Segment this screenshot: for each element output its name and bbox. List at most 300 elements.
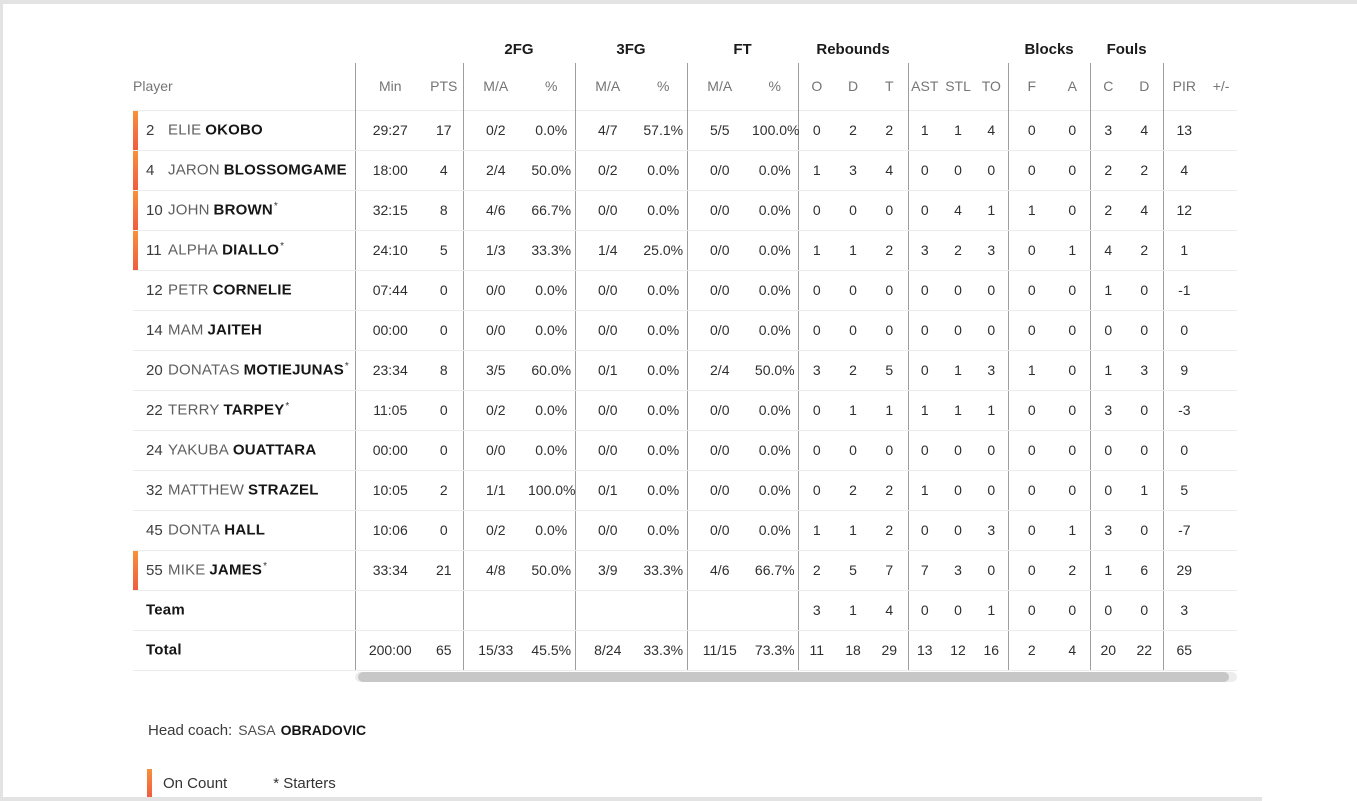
- player-last-name: STRAZEL: [248, 481, 319, 499]
- stat-2fg-ma: 3/5: [463, 350, 528, 390]
- stat-ft-ma: [687, 590, 752, 630]
- player-number: 22: [146, 401, 163, 419]
- stat-to: 0: [975, 550, 1008, 590]
- stat-2fg-pct: 60.0%: [528, 350, 575, 390]
- col-header-ft-ma: M/A: [687, 63, 752, 110]
- col-header-min: Min: [355, 63, 425, 110]
- stat-2fg-pct: 50.0%: [528, 150, 575, 190]
- page-edge-left: [0, 0, 3, 801]
- player-first-name: TERRY: [168, 401, 220, 419]
- stat-2fg-ma: 0/2: [463, 510, 528, 550]
- stat-block-a: 0: [1055, 190, 1090, 230]
- stat-foul-d: 0: [1126, 310, 1163, 350]
- col-header-3fg-ma: M/A: [575, 63, 640, 110]
- stat-foul-d: 0: [1126, 390, 1163, 430]
- player-last-name: DIALLO: [222, 241, 280, 259]
- stat-reb-d: 2: [835, 350, 871, 390]
- stat-block-a: 0: [1055, 590, 1090, 630]
- stat-min: 32:15: [355, 190, 425, 230]
- stat-reb-d: 1: [835, 510, 871, 550]
- stat-foul-d: 0: [1126, 430, 1163, 470]
- player-last-name: JAMES: [209, 561, 263, 579]
- stat-block-f: 0: [1008, 390, 1055, 430]
- stat-reb-t: 2: [871, 470, 908, 510]
- col-header-plusminus: +/-: [1212, 78, 1230, 95]
- group-header-3fg: 3FG: [616, 40, 646, 58]
- stat-reb-d: 5: [835, 550, 871, 590]
- player-cell[interactable]: [133, 110, 355, 150]
- stat-reb-d: 1: [835, 590, 871, 630]
- stat-block-f: 1: [1008, 350, 1055, 390]
- player-cell[interactable]: [133, 150, 355, 190]
- stat-reb-t: 4: [871, 590, 908, 630]
- stat-pir: -3: [1163, 390, 1205, 430]
- stat-foul-d: 2: [1126, 230, 1163, 270]
- stat-to: 3: [975, 510, 1008, 550]
- stat-block-a: 0: [1055, 310, 1090, 350]
- stat-block-a: 0: [1055, 110, 1090, 150]
- stat-foul-c: 0: [1090, 310, 1126, 350]
- player-cell[interactable]: [133, 470, 355, 510]
- stat-3fg-pct: 0.0%: [640, 390, 687, 430]
- stat-ft-ma: 5/5: [687, 110, 752, 150]
- player-first-name: MATTHEW: [168, 481, 245, 499]
- stat-reb-t: 1: [871, 390, 908, 430]
- stat-min: 33:34: [355, 550, 425, 590]
- group-header-ft: FT: [733, 40, 752, 58]
- player-first-name: YAKUBA: [168, 441, 229, 459]
- stat-foul-c: 4: [1090, 230, 1126, 270]
- stat-3fg-pct: 0.0%: [640, 510, 687, 550]
- stat-stl: 12: [941, 630, 975, 670]
- stat-pts: 21: [425, 550, 463, 590]
- stat-min: 00:00: [355, 310, 425, 350]
- stat-2fg-ma: [463, 590, 528, 630]
- col-header-stl: STL: [945, 78, 971, 95]
- starter-mark: *: [344, 361, 349, 373]
- table-row: [133, 390, 1237, 430]
- stat-ft-ma: 0/0: [687, 390, 752, 430]
- stat-pir: 13: [1163, 110, 1205, 150]
- stat-pts: 2: [425, 470, 463, 510]
- legend-on-count-label: On Count: [163, 774, 228, 792]
- stat-2fg-pct: 66.7%: [528, 190, 575, 230]
- stat-stl: 0: [941, 590, 975, 630]
- stat-min: 11:05: [355, 390, 425, 430]
- player-last-name: BROWN: [213, 201, 273, 219]
- player-last-name: OUATTARA: [232, 441, 317, 459]
- player-cell[interactable]: [133, 550, 355, 590]
- stat-block-a: 0: [1055, 430, 1090, 470]
- stat-reb-o: 3: [798, 350, 835, 390]
- stat-plusminus: [1205, 150, 1237, 190]
- stat-block-f: 0: [1008, 470, 1055, 510]
- stat-block-a: 0: [1055, 470, 1090, 510]
- stat-plusminus: [1205, 190, 1237, 230]
- stat-ast: 0: [908, 430, 941, 470]
- stat-block-a: 0: [1055, 350, 1090, 390]
- player-first-name: PETR: [168, 281, 209, 299]
- legend: [147, 769, 336, 797]
- page-edge-top: [0, 0, 1357, 4]
- stat-2fg-pct: 50.0%: [528, 550, 575, 590]
- stat-plusminus: [1205, 510, 1237, 550]
- player-first-name: MAM: [168, 321, 204, 339]
- stat-2fg-ma: 0/0: [463, 270, 528, 310]
- stat-min: 200:00: [355, 630, 425, 670]
- stat-3fg-ma: 0/0: [575, 270, 640, 310]
- stat-foul-c: 20: [1090, 630, 1126, 670]
- stat-stl: 0: [941, 150, 975, 190]
- group-spacer-player: [133, 35, 355, 63]
- stat-pir: -1: [1163, 270, 1205, 310]
- col-header-ft-pct: %: [768, 78, 781, 95]
- stat-pir: 9: [1163, 350, 1205, 390]
- stat-block-f: 0: [1008, 590, 1055, 630]
- stat-reb-d: 1: [835, 230, 871, 270]
- col-header-pts: PTS: [430, 78, 458, 95]
- stat-foul-d: 0: [1126, 270, 1163, 310]
- stat-ast: 1: [908, 470, 941, 510]
- stat-3fg-ma: 0/0: [575, 430, 640, 470]
- stat-ft-pct: 100.0%: [752, 110, 798, 150]
- stat-reb-o: 0: [798, 390, 835, 430]
- stat-plusminus: [1205, 590, 1237, 630]
- stat-ast: 13: [908, 630, 941, 670]
- stat-foul-c: 1: [1090, 350, 1126, 390]
- table-row: [133, 350, 1237, 390]
- stat-2fg-ma: 2/4: [463, 150, 528, 190]
- player-first-name: JARON: [168, 161, 220, 179]
- stat-ast: 0: [908, 150, 941, 190]
- stat-pts: 8: [425, 190, 463, 230]
- player-number: 11: [146, 241, 162, 259]
- player-number: 12: [146, 281, 163, 299]
- table-row: [133, 230, 1237, 270]
- stat-ast: 0: [908, 310, 941, 350]
- stat-stl: 0: [941, 430, 975, 470]
- on-count-legend-swatch: [147, 769, 152, 797]
- stat-pts: 0: [425, 270, 463, 310]
- stat-3fg-ma: 0/0: [575, 390, 640, 430]
- stat-3fg-ma: 0/0: [575, 510, 640, 550]
- stat-foul-c: 2: [1090, 190, 1126, 230]
- stat-reb-t: 4: [871, 150, 908, 190]
- stat-foul-d: 0: [1126, 510, 1163, 550]
- col-header-foul-d: D: [1139, 78, 1150, 95]
- stat-ast: 0: [908, 190, 941, 230]
- page-edge-bottom: [0, 797, 1262, 801]
- stat-3fg-pct: 0.0%: [640, 190, 687, 230]
- col-header-pir: PIR: [1163, 63, 1205, 110]
- group-header-blocks: Blocks: [1024, 40, 1074, 58]
- group-spacer-pir: [1163, 35, 1237, 63]
- stat-ast: 0: [908, 270, 941, 310]
- player-last-name: Total: [146, 641, 182, 659]
- stat-block-f: 2: [1008, 630, 1055, 670]
- player-first-name: ELIE: [168, 121, 202, 139]
- stat-reb-o: 2: [798, 550, 835, 590]
- stat-pir: 65: [1163, 630, 1205, 670]
- stat-3fg-pct: 33.3%: [640, 550, 687, 590]
- stat-to: 0: [975, 430, 1008, 470]
- stat-block-a: 4: [1055, 630, 1090, 670]
- stat-stl: 3: [941, 550, 975, 590]
- stat-3fg-pct: [640, 590, 687, 630]
- starter-mark: *: [263, 561, 267, 573]
- stat-reb-t: 2: [871, 230, 908, 270]
- player-cell[interactable]: [133, 230, 355, 270]
- stat-pir: 29: [1163, 550, 1205, 590]
- stat-ft-ma: 0/0: [687, 270, 752, 310]
- stat-foul-d: 0: [1126, 590, 1163, 630]
- stat-3fg-ma: 0/2: [575, 150, 640, 190]
- stat-3fg-ma: 4/7: [575, 110, 640, 150]
- player-last-name: OKOBO: [205, 121, 263, 139]
- stat-reb-d: 0: [835, 270, 871, 310]
- stat-to: 0: [975, 470, 1008, 510]
- stat-reb-o: 0: [798, 270, 835, 310]
- head-coach-first-name: SASA: [238, 722, 276, 738]
- stat-2fg-pct: 100.0%: [528, 470, 575, 510]
- stat-ft-pct: 0.0%: [752, 310, 798, 350]
- player-cell[interactable]: [133, 310, 355, 350]
- stat-3fg-pct: 25.0%: [640, 230, 687, 270]
- table-row: [133, 550, 1237, 590]
- stat-stl: 0: [941, 510, 975, 550]
- stat-pir: 4: [1163, 150, 1205, 190]
- stat-reb-t: 0: [871, 430, 908, 470]
- stat-block-f: 0: [1008, 110, 1055, 150]
- stat-plusminus: [1205, 430, 1237, 470]
- legend-starters-label: * Starters: [273, 774, 336, 792]
- player-number: 2: [146, 121, 155, 139]
- stat-block-a: 0: [1055, 390, 1090, 430]
- stat-plusminus: [1205, 230, 1237, 270]
- stat-2fg-pct: 45.5%: [528, 630, 575, 670]
- stat-2fg-pct: 0.0%: [528, 430, 575, 470]
- stat-to: 1: [975, 390, 1008, 430]
- player-cell[interactable]: [133, 510, 355, 550]
- stat-block-a: 0: [1055, 150, 1090, 190]
- horizontal-scrollbar-thumb[interactable]: [358, 672, 1229, 682]
- player-number: 24: [146, 441, 163, 459]
- stat-foul-c: 3: [1090, 390, 1126, 430]
- player-last-name: HALL: [224, 521, 266, 539]
- stat-foul-d: 22: [1126, 630, 1163, 670]
- stat-ft-pct: 66.7%: [752, 550, 798, 590]
- stat-foul-d: 3: [1126, 350, 1163, 390]
- player-number: 32: [146, 481, 163, 499]
- stat-pts: 0: [425, 310, 463, 350]
- stat-2fg-ma: 0/2: [463, 110, 528, 150]
- stat-3fg-ma: 8/24: [575, 630, 640, 670]
- col-header-2fg-ma: M/A: [463, 63, 528, 110]
- stat-foul-c: 0: [1090, 430, 1126, 470]
- stat-3fg-pct: 0.0%: [640, 470, 687, 510]
- stat-pir: -7: [1163, 510, 1205, 550]
- stat-3fg-ma: 1/4: [575, 230, 640, 270]
- stat-pts: 8: [425, 350, 463, 390]
- stat-stl: 1: [941, 110, 975, 150]
- stat-to: 0: [975, 310, 1008, 350]
- stat-block-f: 0: [1008, 430, 1055, 470]
- stat-3fg-ma: 3/9: [575, 550, 640, 590]
- stat-ast: 0: [908, 510, 941, 550]
- group-header-2fg: 2FG: [504, 40, 534, 58]
- stat-ft-pct: 0.0%: [752, 190, 798, 230]
- stat-reb-t: 2: [871, 510, 908, 550]
- player-first-name: ALPHA: [168, 241, 219, 259]
- stat-min: [355, 590, 425, 630]
- stat-plusminus: [1205, 470, 1237, 510]
- player-cell[interactable]: [133, 350, 355, 390]
- stat-3fg-ma: 0/0: [575, 310, 640, 350]
- stat-3fg-pct: 0.0%: [640, 150, 687, 190]
- column-header-row: [133, 63, 1237, 110]
- col-header-ast: AST: [908, 63, 941, 110]
- player-first-name: MIKE: [168, 561, 206, 579]
- on-count-indicator: [133, 231, 138, 270]
- player-cell: [133, 630, 355, 670]
- starter-mark: *: [285, 401, 290, 413]
- player-cell[interactable]: [133, 390, 355, 430]
- stat-min: 23:34: [355, 350, 425, 390]
- group-header-rebounds: Rebounds: [816, 40, 890, 58]
- player-cell[interactable]: [133, 190, 355, 230]
- stat-reb-d: 0: [835, 190, 871, 230]
- stat-3fg-ma: 0/0: [575, 190, 640, 230]
- stat-foul-d: 4: [1126, 110, 1163, 150]
- stat-reb-d: 1: [835, 390, 871, 430]
- stat-2fg-pct: 0.0%: [528, 510, 575, 550]
- stat-reb-t: 2: [871, 110, 908, 150]
- group-spacer-minpts: [355, 35, 463, 63]
- head-coach-last-name: OBRADOVIC: [280, 722, 367, 738]
- stat-pts: 0: [425, 510, 463, 550]
- stat-3fg-pct: 57.1%: [640, 110, 687, 150]
- stat-to: 1: [975, 190, 1008, 230]
- stat-reb-o: 0: [798, 110, 835, 150]
- col-header-player: Player: [133, 78, 173, 95]
- stat-ft-ma: 2/4: [687, 350, 752, 390]
- player-number: 14: [146, 321, 163, 339]
- stat-stl: 0: [941, 470, 975, 510]
- stat-2fg-pct: 0.0%: [528, 390, 575, 430]
- player-number: 4: [146, 161, 155, 179]
- stat-2fg-pct: 33.3%: [528, 230, 575, 270]
- stat-pir: 5: [1163, 470, 1205, 510]
- player-last-name: Team: [146, 601, 185, 619]
- col-header-foul-c: C: [1090, 63, 1126, 110]
- horizontal-scrollbar-track[interactable]: [355, 672, 1237, 682]
- stat-ft-ma: 0/0: [687, 510, 752, 550]
- player-first-name: DONTA: [168, 521, 221, 539]
- stat-ast: 1: [908, 390, 941, 430]
- stat-2fg-ma: 0/2: [463, 390, 528, 430]
- player-number: 55: [146, 561, 163, 579]
- stat-foul-c: 0: [1090, 470, 1126, 510]
- stat-ft-ma: 0/0: [687, 190, 752, 230]
- stat-block-f: 0: [1008, 150, 1055, 190]
- stat-2fg-ma: 0/0: [463, 430, 528, 470]
- starter-mark: *: [280, 241, 285, 253]
- on-count-indicator: [133, 111, 138, 150]
- stat-group-header-row: [133, 35, 1237, 63]
- stat-to: 3: [975, 230, 1008, 270]
- stat-foul-d: 6: [1126, 550, 1163, 590]
- stat-ast: 1: [908, 110, 941, 150]
- stat-ft-pct: 0.0%: [752, 510, 798, 550]
- stat-ft-ma: 4/6: [687, 550, 752, 590]
- stat-ft-ma: 0/0: [687, 230, 752, 270]
- player-cell[interactable]: [133, 430, 355, 470]
- stat-foul-c: 3: [1090, 110, 1126, 150]
- stat-ft-pct: 73.3%: [752, 630, 798, 670]
- stat-ast: 0: [908, 350, 941, 390]
- stat-pir: 1: [1163, 230, 1205, 270]
- stat-ft-pct: 0.0%: [752, 430, 798, 470]
- stat-stl: 4: [941, 190, 975, 230]
- stat-ft-pct: 0.0%: [752, 470, 798, 510]
- stat-stl: 1: [941, 390, 975, 430]
- table-row: [133, 190, 1237, 230]
- stat-to: 16: [975, 630, 1008, 670]
- stat-reb-t: 7: [871, 550, 908, 590]
- stat-pts: 4: [425, 150, 463, 190]
- stat-reb-t: 5: [871, 350, 908, 390]
- stat-2fg-ma: 1/3: [463, 230, 528, 270]
- player-last-name: CORNELIE: [212, 281, 292, 299]
- stat-plusminus: [1205, 350, 1237, 390]
- stat-min: 29:27: [355, 110, 425, 150]
- stat-block-a: 2: [1055, 550, 1090, 590]
- on-count-indicator: [133, 191, 138, 230]
- stat-reb-o: 0: [798, 430, 835, 470]
- stat-block-f: 0: [1008, 550, 1055, 590]
- stat-to: 4: [975, 110, 1008, 150]
- stat-to: 0: [975, 150, 1008, 190]
- col-header-2fg-pct: %: [545, 78, 558, 95]
- stat-pts: 5: [425, 230, 463, 270]
- player-cell[interactable]: [133, 270, 355, 310]
- stat-reb-d: 0: [835, 430, 871, 470]
- table-row: [133, 110, 1237, 150]
- stat-to: 3: [975, 350, 1008, 390]
- stat-ft-pct: [752, 590, 798, 630]
- stat-block-f: 0: [1008, 510, 1055, 550]
- stat-ft-ma: 0/0: [687, 310, 752, 350]
- stat-2fg-pct: 0.0%: [528, 310, 575, 350]
- stat-2fg-pct: [528, 590, 575, 630]
- stat-2fg-ma: 4/6: [463, 190, 528, 230]
- stat-ft-pct: 0.0%: [752, 270, 798, 310]
- stat-pir: 0: [1163, 310, 1205, 350]
- stat-block-f: 0: [1008, 310, 1055, 350]
- stat-2fg-ma: 0/0: [463, 310, 528, 350]
- stat-foul-c: 0: [1090, 590, 1126, 630]
- stat-pts: 17: [425, 110, 463, 150]
- stat-3fg-pct: 0.0%: [640, 350, 687, 390]
- stat-min: 18:00: [355, 150, 425, 190]
- player-last-name: JAITEH: [207, 321, 263, 339]
- stat-reb-d: 3: [835, 150, 871, 190]
- stat-reb-o: 1: [798, 150, 835, 190]
- stat-pts: 0: [425, 430, 463, 470]
- player-first-name: DONATAS: [168, 361, 240, 379]
- col-header-reb-o: O: [798, 63, 835, 110]
- stat-pir: 0: [1163, 430, 1205, 470]
